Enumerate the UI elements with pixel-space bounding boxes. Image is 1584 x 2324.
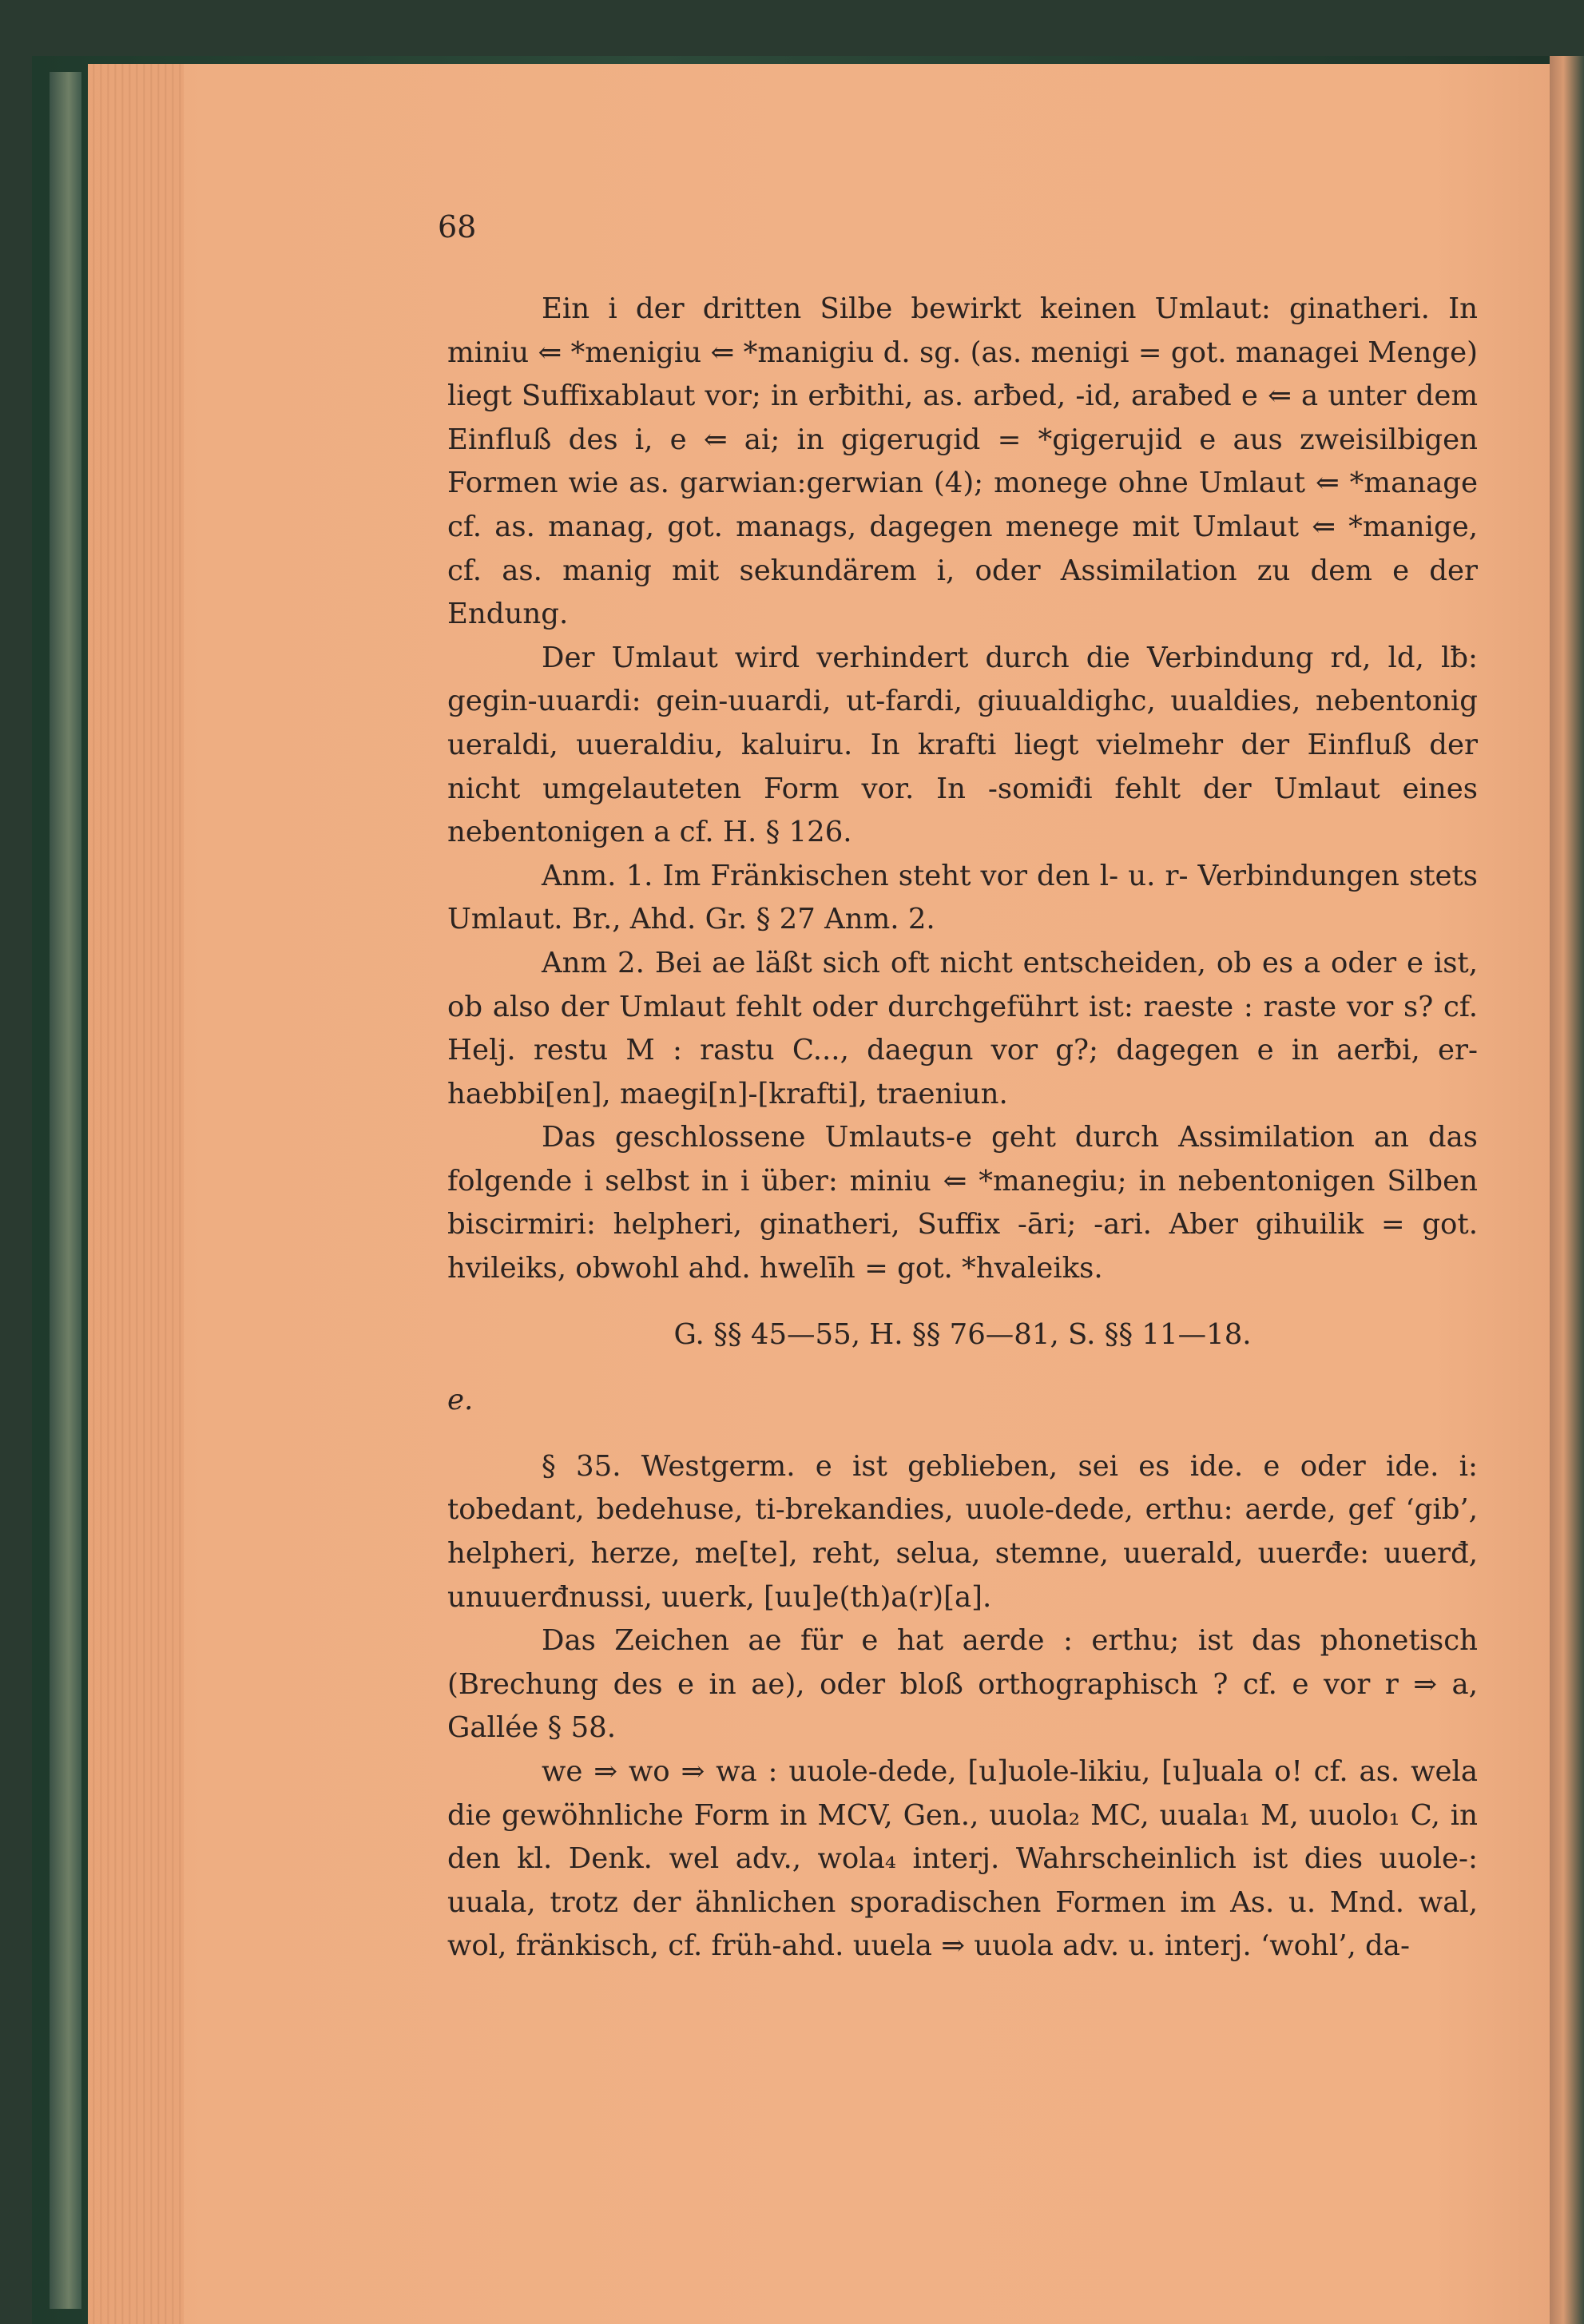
page-stack-edges bbox=[88, 64, 184, 2324]
reference-line: G. §§ 45—55, H. §§ 76—81, S. §§ 11—18. bbox=[673, 1317, 1252, 1351]
paragraph-anm-1: Anm. 1. Im Fränkischen steht vor den l- u. r- Verbindungen stets Umlaut. Br., Ahd. Gr. § 27 Anm. 2. bbox=[447, 859, 1478, 936]
paragraph-anm-2: Anm 2. Bei ae läßt sich oft nicht entscheiden, ob es a oder e ist, ob also der Umlaut fehlt oder durchgeführt ist: raeste : raste vor s? cf. Helj. restu M : rastu C..., daegun vor g?; dagegen e in aerƀi, er-haebbi[en], maegi[n]-[krafti], traeniun. bbox=[447, 946, 1478, 1110]
section-paragraph-1: § 35. Westgerm. e ist geblieben, sei es ide. e oder ide. i: tobedant, bedehuse, ti-brekandies, uuole-dede, erthu: aerde, gef ‘gib’, helpheri, herze, me[te], reht, selua, stemne, uuerald, uuerđe: uuerđ, unuuerđnussi, uuerk, [uu]e(th)a(r)[a]. bbox=[447, 1449, 1478, 1614]
section-paragraph-2: Das Zeichen ae für e hat aerde : erthu; ist das phonetisch (Brechung des e in ae), oder bloß orthographisch ? cf. e vor r ⇒ a, Gallée § 58. bbox=[447, 1624, 1478, 1745]
paragraph-3: Das geschlossene Umlauts-e geht durch Assimilation an das folgende i selbst in i über: miniu ⇐ *manegiu; in nebentonigen Silben biscirmiri: helpheri, ginatheri, Suffix -āri; -ari. Aber gihuilik = got. hvileiks, obwohl ahd. hwelīh = got. *hvaleiks. bbox=[447, 1121, 1478, 1285]
facing-page-edge bbox=[1550, 56, 1584, 2324]
page-number: 68 bbox=[438, 209, 477, 244]
section-paragraph-3: we ⇒ wo ⇒ wa : uuole-dede, [u]uole-likiu, [u]uala o! cf. as. wela die gewöhnliche Form in MCV, Gen., uuola₂ MC, uuala₁ M, uuolo₁ C, in den kl. Denk. wel adv., wola₄ interj. Wahrscheinlich ist dies uuole-: uuala, trotz der ähnlichen sporadischen Formen im As. u. Mnd. wal, wol, fränkisch, cf. früh-ahd. uuela ⇒ uuola adv. u. interj. ‘wohl’, da- bbox=[447, 1755, 1478, 1963]
section-heading: e. bbox=[447, 1384, 474, 1417]
paragraph-2: Der Umlaut wird verhindert durch die Verbindung rd, ld, lƀ: gegin-uuardi: gein-uuardi, ut-fardi, giuualdighc, uualdies, nebentonig ueraldi, uueraldiu, kaluiru. In krafti liegt vielmehr der Einfluß der nicht umgelauteten Form vor. In -somiđi fehlt der Umlaut eines nebentonigen a cf. H. § 126. bbox=[447, 641, 1478, 849]
book-spine-edge bbox=[50, 72, 81, 2309]
paragraph-1: Ein i der dritten Silbe bewirkt keinen Umlaut: ginatheri. In miniu ⇐ *menigiu ⇐ *manigiu d. sg. (as. menigi = got. managei Menge) liegt Suffixablaut vor; in erƀithi, as. arƀed, -id, araƀed e ⇐ a unter dem Einfluß des i, e ⇐ ai; in gigerugid = *gigerujid e aus zweisilbigen Formen wie as. garwian:gerwian (4); monege ohne Umlaut ⇐ *manage cf. as. manag, got. manags, dagegen menege mit Umlaut ⇐ *manige, cf. as. manig mit sekundärem i, oder Assimilation zu dem e der Endung. bbox=[447, 292, 1478, 631]
page-text-block bbox=[447, 288, 1478, 1968]
